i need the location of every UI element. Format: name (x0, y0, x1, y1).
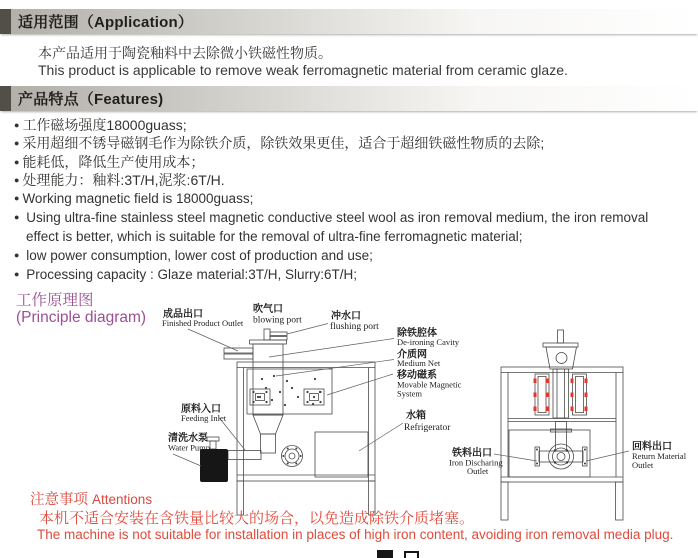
principle-heading-zh: 工作原理图 (16, 292, 94, 309)
central-column (553, 369, 569, 418)
bullet-dot: ● (14, 212, 20, 223)
pump-pipe (228, 451, 261, 460)
right-frame-leg (616, 482, 624, 520)
bullet-dot: ● (14, 120, 20, 130)
feature-item: ● 能耗低，降低生产使用成本； (14, 153, 205, 170)
finished-product-pipe (224, 348, 253, 353)
feature-item: ● 工作磁场强度18000guass; (14, 117, 187, 133)
attention-title (30, 488, 152, 509)
bullet-dot: ● (14, 269, 20, 280)
label-return-outlet-en2: Outlet (632, 460, 654, 470)
section-header-features (0, 86, 698, 111)
top-flange (250, 340, 287, 344)
right-frame-leg (501, 482, 508, 520)
feature-item: ● 采用超细不锈导磁钢毛作为除铁介质，除铁效果更佳，适合于超细铁磁性物质的去除; (14, 135, 545, 152)
label-return-outlet-zh: 回料出口 (632, 441, 672, 453)
magnet-plate-right (573, 374, 587, 415)
label-water-pump-zh: 清洗水泵 (168, 433, 208, 444)
label-flushing-port-en: flushing port (330, 322, 379, 332)
label-iron-outlet-en: Iron Discharing (449, 457, 503, 468)
magnet-flange-right (304, 389, 324, 405)
label-feeding-inlet-zh: 原料入口 (181, 404, 221, 415)
cutoff-glyph (377, 550, 393, 558)
bullet-dot: ● (14, 174, 20, 185)
bullet-dot: ● (14, 138, 20, 149)
feature-item: ● Processing capacity : Glaze material:3T/H, Slurry:6T/H; (14, 267, 358, 283)
cross-outlet-pipe (535, 444, 587, 469)
label-finished-product-zh: 成品出口 (163, 309, 203, 320)
feature-item: ● low power consumption, lower cost of production and use; (14, 248, 373, 264)
features-list (14, 116, 666, 285)
water-tank (315, 432, 368, 477)
features-section-title: 产品特点（Features) (18, 91, 164, 108)
top-rod (558, 330, 564, 343)
application-body-zh: 本产品适用于陶瓷釉料中去除微小铁磁性物质。 (38, 45, 332, 61)
inner-tank (509, 430, 590, 477)
label-blowing-port-en: blowing port (253, 315, 302, 326)
bullet-dot: ● (14, 250, 20, 261)
pipe-flange-circle (282, 446, 303, 467)
feature-item: ● 处理能力：釉料:3T/H,泥浆:6T/H. (14, 171, 225, 188)
feature-item: ● Working magnetic field is 18000guass; (14, 191, 254, 207)
label-movable-magnetic-en: Movable Magnetic (397, 379, 462, 390)
blowing-pipe (264, 329, 270, 340)
label-feeding-inlet-en: Feeding Inlet (181, 413, 227, 423)
section-header-application (0, 9, 698, 34)
right-machine-diagram (501, 330, 623, 520)
label-iron-outlet-zh: 铁料出口 (452, 448, 492, 459)
label-deironing-cavity-zh: 除铁腔体 (397, 328, 437, 339)
label-return-outlet-en: Return Material (632, 451, 687, 461)
deironing-cylinder (253, 344, 283, 415)
magnet-marks (534, 379, 588, 412)
application-body (38, 45, 568, 78)
label-water-tank-en: Refrigerator (404, 423, 451, 433)
bullet-dot: ● (14, 193, 20, 204)
label-water-tank-zh: 水箱 (406, 410, 426, 422)
diagram-labels (162, 302, 687, 476)
hopper (253, 415, 283, 434)
label-water-pump-en: Water Pump (168, 442, 211, 453)
label-movable-magnetic-en2: System (397, 388, 423, 399)
feature-item: ● Using ultra-fine stainless steel magnetic conductive steel wool as iron removal medium, the iron removal effect is better, which is suitable for the removal of ultra-fine ferromagnetic material; (14, 210, 649, 244)
label-movable-magnetic-zh: 移动磁系 (397, 370, 437, 381)
attention-title-zh: 注意事项 (30, 492, 88, 508)
attention-title-en: Attentions (92, 492, 153, 507)
label-finished-product-en: Finished Product Outlet (162, 318, 244, 328)
principle-heading-en: (Principle diagram) (16, 308, 147, 326)
bullet-dot: ● (14, 156, 20, 167)
application-section-title: 适用范围（Application） (18, 14, 194, 31)
cutoff-glyph (404, 551, 419, 558)
label-flushing-port-zh: 冲水口 (331, 311, 361, 322)
top-bracket (546, 347, 577, 369)
label-deironing-cavity-en: De-ironing Cavity (397, 337, 460, 347)
label-medium-net-en: Medium Net (397, 358, 441, 368)
left-machine-diagram (200, 329, 375, 515)
attention-body-en: The machine is not suitable for installation in places of high iron content, avoiding iron removal media plug. (37, 527, 674, 542)
label-blowing-port-zh: 吹气口 (253, 304, 283, 315)
label-iron-outlet-en2: Outlet (467, 466, 489, 476)
application-body-en: This product is applicable to remove weak ferromagnetic material from ceramic glaze. (38, 61, 568, 78)
attention-body-zh: 本机不适合安装在含铁量比较大的场合，以免造成除铁介质堵塞。 (39, 510, 475, 527)
down-pipe (261, 434, 276, 453)
label-medium-net-zh: 介质网 (397, 349, 427, 361)
left-frame (237, 362, 375, 481)
